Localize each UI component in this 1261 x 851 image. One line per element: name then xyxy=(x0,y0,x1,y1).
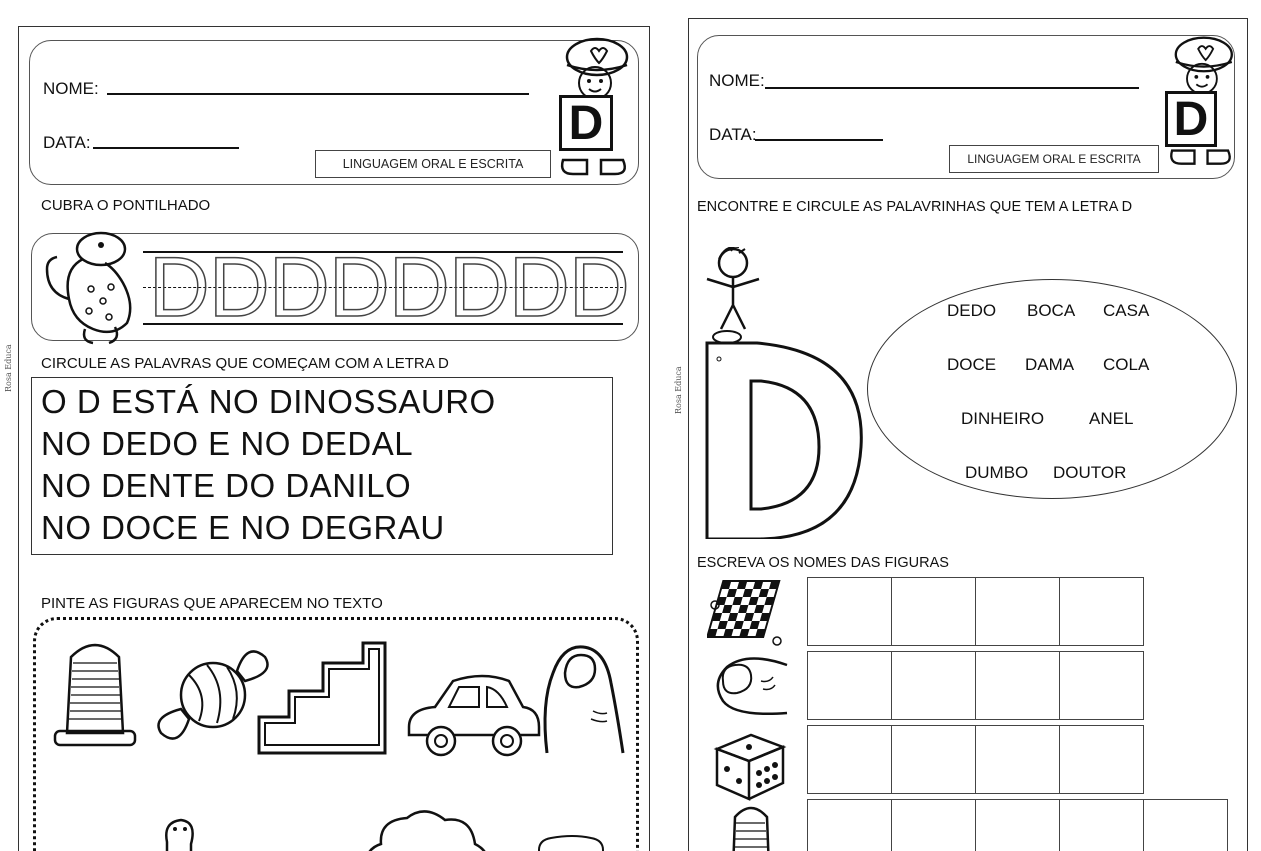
write-cell[interactable] xyxy=(892,800,976,851)
circle-instruction: CIRCULE AS PALAVRAS QUE COMEÇAM COM A LETRA D xyxy=(41,355,449,372)
name-field[interactable] xyxy=(765,87,1139,89)
date-label: DATA: xyxy=(43,133,91,152)
story-line[interactable]: O D ESTÁ NO DINOSSAURO xyxy=(41,383,496,420)
traced-letters-row xyxy=(149,240,630,334)
date-field[interactable] xyxy=(93,147,239,149)
name-field[interactable] xyxy=(107,93,529,95)
dice-icon xyxy=(711,727,789,803)
paint-instruction: PINTE AS FIGURAS QUE APARECEM NO TEXTO xyxy=(41,595,383,612)
write-cell[interactable] xyxy=(808,578,892,646)
trace-instruction: CUBRA O PONTILHADO xyxy=(41,197,211,214)
date-label: DATA: xyxy=(709,125,757,144)
write-cell[interactable] xyxy=(976,726,1060,794)
word-dama[interactable]: DAMA xyxy=(1025,355,1075,374)
traced-letter[interactable]: D xyxy=(509,240,570,334)
date-field[interactable] xyxy=(755,139,883,141)
big-letter-d-icon xyxy=(693,247,863,539)
write-cell[interactable] xyxy=(1144,800,1228,851)
word-casa[interactable]: CASA xyxy=(1103,301,1150,320)
story-line[interactable]: NO DOCE E NO DEGRAU xyxy=(41,509,445,546)
dinosaur-icon xyxy=(41,229,141,347)
write-cell[interactable] xyxy=(892,578,976,646)
thimble-icon xyxy=(725,803,775,851)
bottom-figures xyxy=(49,803,629,851)
word-dinheiro[interactable]: DINHEIRO xyxy=(961,409,1045,428)
word-boca[interactable]: BOCA xyxy=(1027,301,1076,320)
traced-letter[interactable]: D xyxy=(209,240,270,334)
write-cell[interactable] xyxy=(808,726,892,794)
write-grid-row-1[interactable] xyxy=(807,577,1144,646)
write-cell[interactable] xyxy=(892,726,976,794)
word-dedo[interactable]: DEDO xyxy=(947,301,997,320)
write-cell[interactable] xyxy=(1060,652,1144,720)
word-doutor[interactable]: DOUTOR xyxy=(1053,463,1127,482)
worksheet-right xyxy=(688,18,1248,851)
letter-card: D xyxy=(559,95,613,151)
stairs-icon[interactable] xyxy=(255,641,389,757)
write-cell[interactable] xyxy=(808,652,892,720)
find-instruction: ENCONTRE E CIRCULE AS PALAVRINHAS QUE TEM A LETRA D xyxy=(697,199,1133,215)
write-cell[interactable] xyxy=(976,578,1060,646)
traced-letter[interactable]: D xyxy=(329,240,390,334)
story-line[interactable]: NO DEDO E NO DEDAL xyxy=(41,425,414,462)
traced-letter[interactable]: D xyxy=(389,240,450,334)
name-label: NOME: xyxy=(43,79,99,98)
traced-letter[interactable]: D xyxy=(449,240,510,334)
write-grid-row-3[interactable] xyxy=(807,725,1144,794)
thimble-icon[interactable] xyxy=(49,633,141,751)
write-cell[interactable] xyxy=(976,800,1060,851)
write-cell[interactable] xyxy=(1060,726,1144,794)
subject-tag: LINGUAGEM ORAL E ESCRITA xyxy=(949,145,1159,173)
word-doce[interactable]: DOCE xyxy=(947,355,997,374)
word-anel[interactable]: ANEL xyxy=(1089,409,1134,428)
write-cell[interactable] xyxy=(976,652,1060,720)
worksheet-left xyxy=(18,26,650,851)
write-cell[interactable] xyxy=(808,800,892,851)
traced-letter[interactable]: D xyxy=(569,240,630,334)
traced-letter[interactable]: D xyxy=(269,240,330,334)
story-line[interactable]: NO DENTE DO DANILO xyxy=(41,467,412,504)
write-grid-row-2[interactable] xyxy=(807,651,1144,720)
word-dumbo[interactable]: DUMBO xyxy=(965,463,1029,482)
subject-tag: LINGUAGEM ORAL E ESCRITA xyxy=(315,150,551,178)
traced-letter[interactable]: D xyxy=(149,240,210,334)
name-label: NOME: xyxy=(709,71,765,90)
letter-card: D xyxy=(1165,91,1217,147)
car-icon[interactable] xyxy=(403,669,543,761)
write-cell[interactable] xyxy=(1060,578,1144,646)
watermark-left: Rosa Educa xyxy=(4,344,13,392)
finger-icon[interactable] xyxy=(539,643,629,761)
write-instruction: ESCREVA OS NOMES DAS FIGURAS xyxy=(697,555,949,571)
watermark-right: Rosa Educa xyxy=(674,366,683,414)
checkerboard-icon xyxy=(707,575,789,649)
write-cell[interactable] xyxy=(892,652,976,720)
finger-icon xyxy=(709,653,789,719)
write-cell[interactable] xyxy=(1060,800,1144,851)
write-grid-row-4[interactable] xyxy=(807,799,1228,851)
word-cola[interactable]: COLA xyxy=(1103,355,1150,374)
